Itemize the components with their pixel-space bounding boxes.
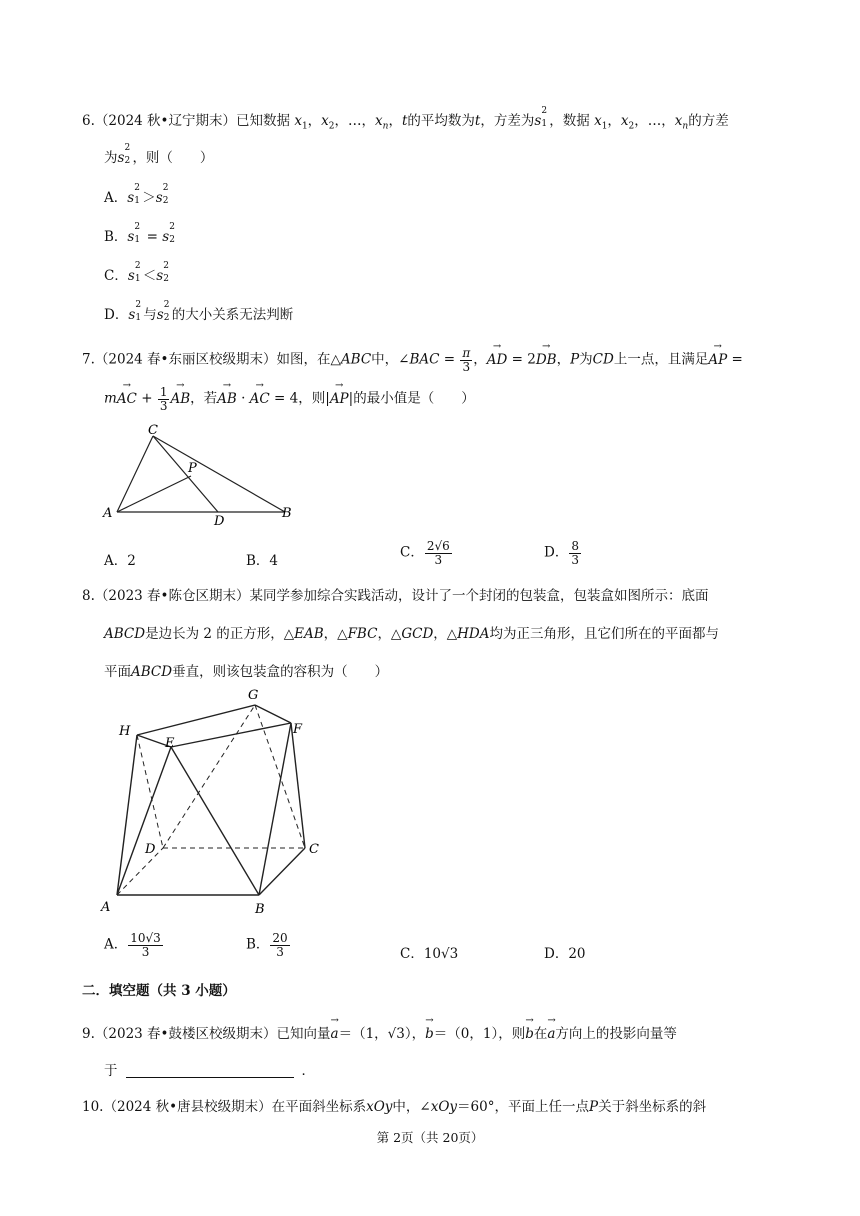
option-value: 4 xyxy=(269,553,279,569)
option-label: B． xyxy=(246,936,270,953)
q7-text: ， xyxy=(473,351,487,368)
q9-text: 在 xyxy=(533,1026,548,1042)
q7-text: |的最小值是（ ） xyxy=(348,390,475,407)
q8-text: 某同学参加综合实践活动，设计了一个封闭的包装盒，包装盒如图所示：底面 xyxy=(249,588,709,604)
q9-line-1: 9.（2023 春•鼓楼区校级期末）已知向量→ a＝（1，√3），→ b＝（0，1），则→ b在→ a方向上的投影向量等 xyxy=(82,1022,677,1042)
q7-source: （2024 春•东丽区校级期末） xyxy=(94,351,277,368)
fig-label-g: G xyxy=(248,688,259,703)
q8-text: 均为正三角形，且它们所在的平面都与 xyxy=(489,626,720,642)
option-value: 10√3 xyxy=(423,946,459,962)
q9-text: 已知向量 xyxy=(276,1026,331,1042)
q10-text: 中，∠ xyxy=(392,1099,431,1115)
option-label: A． xyxy=(104,553,128,569)
q6-option-d[interactable]: D．s 2 1 与s 2 2 的大小关系无法判断 xyxy=(104,300,294,323)
fig-label-p: P xyxy=(188,461,197,476)
q10-text: 在平面斜坐标系 xyxy=(271,1099,367,1115)
q8-source: （2023 春•陈仓区期末） xyxy=(94,588,250,604)
q7-text: ， xyxy=(556,351,571,368)
q6-number: 6. xyxy=(82,113,95,129)
q6-text: 的方差 xyxy=(688,113,729,129)
q7-line-2: m→ AC + $\frac{1}{3}$ → AB，若→ AB · → AC = 4，则|→ AP|的最小值是（ ） xyxy=(104,386,475,412)
q9-source: （2023 春•鼓楼区校级期末） xyxy=(94,1026,277,1042)
fig-label-a: A xyxy=(101,900,111,915)
q9-text: ． xyxy=(301,1063,315,1079)
fig-label-d: D xyxy=(214,514,225,528)
option-label: D． xyxy=(544,544,569,561)
q8-option-c[interactable] xyxy=(400,942,458,962)
fig-label-a: A xyxy=(103,506,113,521)
q8-line-1 xyxy=(82,584,709,604)
q7-triangle-figure xyxy=(100,418,300,528)
q8-option-d[interactable] xyxy=(544,942,586,962)
fig-label-b: B xyxy=(255,902,265,917)
option-label: A． xyxy=(104,936,128,953)
q8-text: ，△ xyxy=(323,626,348,642)
q9-line-2 xyxy=(104,1059,315,1079)
q8-line-2: ABCD是边长为 2 的正方形，△EAB，△FBC，△GCD，△HDA均为正三角形，且它们所在的平面都与 xyxy=(104,626,720,642)
q6-text: ，数据 xyxy=(549,113,590,129)
q7-option-d[interactable]: D． $\frac{8}{3}$ xyxy=(544,539,579,567)
q6-line-2: 为s 2 2 ，则（ ） xyxy=(104,143,214,166)
q8-text: 垂直，则该包装盒的容积为（ ） xyxy=(172,664,389,680)
option-label: A． xyxy=(104,190,128,206)
q9-text: ＝（0，1），则 xyxy=(433,1026,526,1042)
q10-number: 10. xyxy=(82,1099,104,1115)
q6-option-c[interactable]: C．s 2 1 ＜s 2 2 xyxy=(104,261,170,284)
option-label: B． xyxy=(246,553,270,569)
q7-text: 为 xyxy=(579,351,593,368)
q6-text: ，则（ ） xyxy=(132,150,214,166)
q7-text: 如图，在△ xyxy=(276,351,341,368)
q7-text: 上一点，且满足 xyxy=(613,351,709,368)
fig-label-c: C xyxy=(309,842,319,857)
q8-option-b[interactable]: B． $\frac{20}{3}$ xyxy=(246,931,288,959)
q6-text: ，方差为 xyxy=(480,113,535,129)
q7-text: ，则| xyxy=(298,390,330,407)
q8-text: 平面 xyxy=(104,664,131,680)
q7-number: 7. xyxy=(82,351,95,368)
q10-text: ＝60°，平面上任一点 xyxy=(457,1099,589,1115)
q8-line-3: 平面ABCD垂直，则该包装盒的容积为（ ） xyxy=(104,664,389,680)
q6-text: 为 xyxy=(104,150,118,166)
q8-text: ，△ xyxy=(377,626,402,642)
q8-number: 8. xyxy=(82,588,95,604)
option-label: C． xyxy=(104,268,128,284)
q9-text: 于 xyxy=(104,1063,118,1079)
q6-line-1: 6.（2024 秋•辽宁期末）已知数据 $x_1$，$x_2$，…，$x_n$，t的平均数为t，方差为s 2 1 ，数据 $x_1$，$x_2$，…，$x_n$的方差 xyxy=(82,106,729,132)
q7-option-a[interactable] xyxy=(104,549,136,569)
option-label: C． xyxy=(400,946,424,962)
option-label: B． xyxy=(104,229,128,245)
q7-text: 中，∠ xyxy=(371,351,410,368)
fig-label-d: D xyxy=(145,842,156,857)
q9-answer-blank[interactable] xyxy=(126,1063,294,1078)
q7-option-b[interactable] xyxy=(246,549,278,569)
q10-line-1: 10.（2024 秋•唐县校级期末）在平面斜坐标系xOy中，∠xOy＝60°，平面上任一点P关于斜坐标系的斜 xyxy=(82,1099,707,1115)
q6-option-b[interactable]: B．s 2 1 = s 2 2 xyxy=(104,222,175,245)
fig-label-b: B xyxy=(282,506,292,521)
page-footer: 第 2页（共 20页） xyxy=(376,1130,484,1145)
q8-box-figure xyxy=(95,683,335,923)
q6-text: 已知数据 xyxy=(236,113,291,129)
q6-text: 的平均数为 xyxy=(407,113,475,129)
option-label: C． xyxy=(400,544,424,561)
q7-line-1: 7.（2024 春•东丽区校级期末）如图，在△ABC中，∠BAC = $\frac{\pi}{3}$ ，→ AD = 2→ DB，P为CD上一点，且满足→ AP = xyxy=(82,347,743,373)
q8-text: 是边长为 2 的正方形，△ xyxy=(145,626,295,642)
section-heading: 二．填空题（共 3 小题） xyxy=(82,983,236,999)
q8-text: ，△ xyxy=(433,626,458,642)
fig-label-h: H xyxy=(119,724,131,739)
q10-text: 关于斜坐标系的斜 xyxy=(598,1099,707,1115)
q7-option-c[interactable]: C． $\frac{2√6}{3}$ xyxy=(400,539,450,567)
q10-source: （2024 秋•唐县校级期末） xyxy=(103,1099,272,1115)
fig-label-e: E xyxy=(165,736,175,751)
fig-label-c: C xyxy=(148,423,158,438)
q7-text: ，若 xyxy=(190,390,218,407)
option-text: 的大小关系无法判断 xyxy=(171,307,294,323)
option-label: D． xyxy=(544,946,569,962)
option-value: 20 xyxy=(568,946,586,962)
q9-number: 9. xyxy=(82,1026,95,1042)
option-label: D． xyxy=(104,307,129,323)
fig-label-f: F xyxy=(293,722,303,737)
q9-text: 方向上的投影向量等 xyxy=(555,1026,677,1042)
q8-option-a[interactable]: A． $\frac{10√3}{3}$ xyxy=(104,931,161,959)
option-value: 2 xyxy=(127,553,136,569)
q9-text: ＝（1，√3）， xyxy=(338,1026,426,1042)
q6-source: （2024 秋•辽宁期末） xyxy=(94,113,237,129)
q6-option-a[interactable]: A．s 2 1 ＞s 2 2 xyxy=(104,183,169,206)
